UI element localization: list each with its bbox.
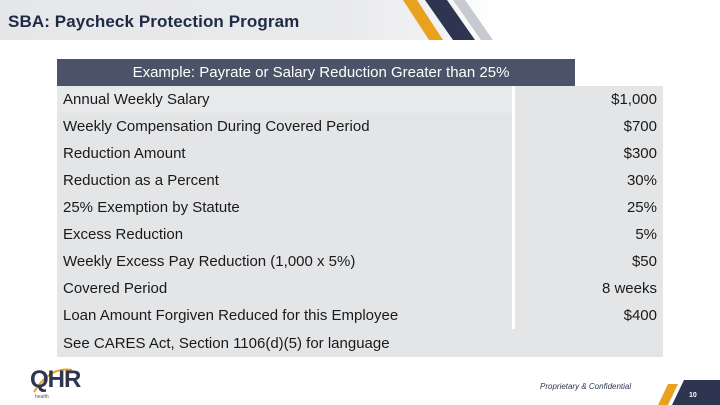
table-row — [57, 113, 663, 140]
logo-text: QHR — [30, 366, 81, 393]
row-value: $50 — [515, 248, 663, 275]
row-label: Reduction Amount — [57, 140, 512, 167]
row-label: Annual Weekly Salary — [57, 86, 512, 113]
row-label: Loan Amount Forgiven Reduced for this Employee — [57, 302, 512, 329]
row-value: 8 weeks — [515, 275, 663, 302]
table-row — [57, 302, 663, 329]
row-value: 5% — [515, 221, 663, 248]
row-label: Excess Reduction — [57, 221, 512, 248]
qhr-logo — [30, 362, 100, 400]
slide-title: SBA: Paycheck Protection Program — [8, 12, 300, 31]
table-row — [57, 194, 663, 221]
table-row — [57, 275, 663, 302]
confidential-label: Proprietary & Confidential — [540, 382, 632, 391]
decorative-stripes-icon — [395, 0, 505, 40]
cares-act-note: See CARES Act, Section 1106(d)(5) for language — [57, 329, 663, 357]
table-row — [57, 221, 663, 248]
corner-stripes-icon — [658, 370, 720, 405]
table-row — [57, 167, 663, 194]
row-label: Reduction as a Percent — [57, 167, 512, 194]
row-value: $400 — [515, 302, 663, 329]
row-value: $1,000 — [515, 86, 663, 113]
table-row — [57, 140, 663, 167]
row-label: Weekly Compensation During Covered Period — [57, 113, 512, 140]
row-value: 30% — [515, 167, 663, 194]
table-row — [57, 86, 663, 113]
row-label: 25% Exemption by Statute — [57, 194, 512, 221]
row-value: $700 — [515, 113, 663, 140]
row-value: 25% — [515, 194, 663, 221]
logo-subtext: health — [35, 394, 49, 400]
table-row — [57, 248, 663, 275]
row-label: Weekly Excess Pay Reduction (1,000 x 5%) — [57, 248, 512, 275]
row-value: $300 — [515, 140, 663, 167]
table-header: Example: Payrate or Salary Reduction Greater than 25% — [57, 59, 575, 86]
row-label: Covered Period — [57, 275, 512, 302]
page-number: 10 — [689, 392, 697, 399]
